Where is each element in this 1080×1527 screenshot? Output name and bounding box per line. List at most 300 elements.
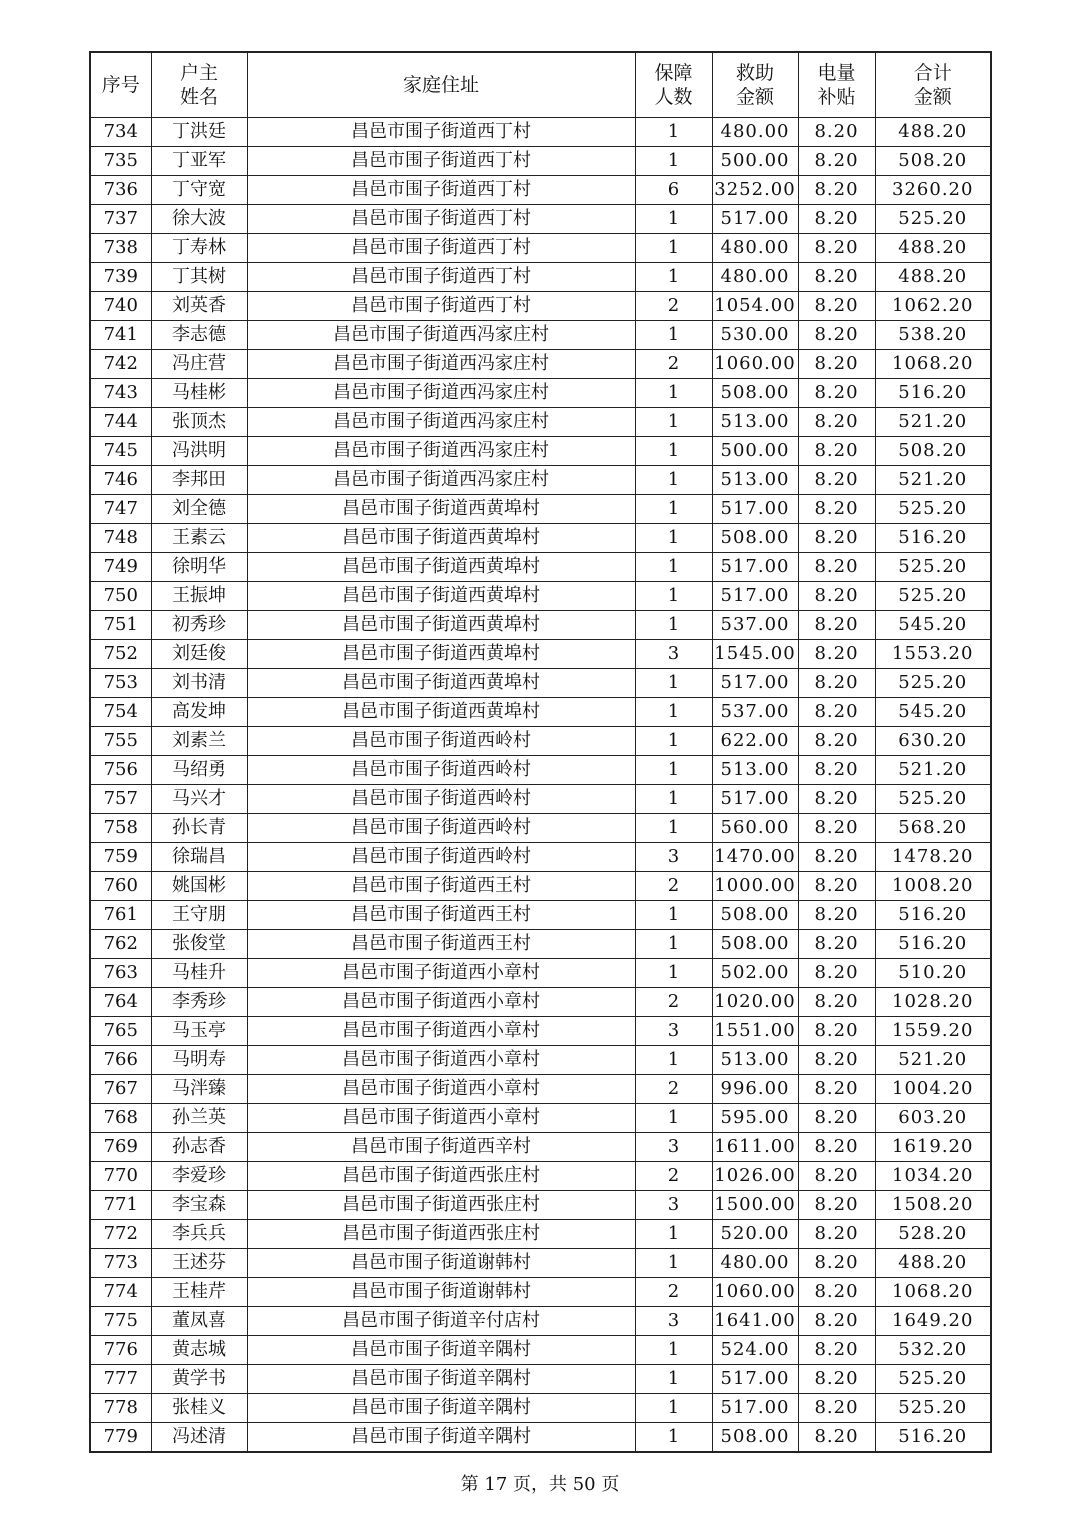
cell-total: 488.20 <box>875 263 991 292</box>
header-seq: 序号 <box>90 52 151 118</box>
cell-address: 昌邑市围子街道西岭村 <box>247 843 635 872</box>
cell-seq: 779 <box>90 1423 151 1453</box>
cell-seq: 743 <box>90 379 151 408</box>
cell-relief: 537.00 <box>712 611 798 640</box>
cell-relief: 560.00 <box>712 814 798 843</box>
cell-electric: 8.20 <box>798 1162 875 1191</box>
cell-electric: 8.20 <box>798 1307 875 1336</box>
cell-seq: 770 <box>90 1162 151 1191</box>
cell-total: 516.20 <box>875 930 991 959</box>
table-row <box>90 1394 991 1423</box>
cell-total: 521.20 <box>875 756 991 785</box>
table-row <box>90 176 991 205</box>
cell-relief: 1000.00 <box>712 872 798 901</box>
cell-electric: 8.20 <box>798 582 875 611</box>
cell-persons: 1 <box>635 408 712 437</box>
cell-electric: 8.20 <box>798 205 875 234</box>
cell-seq: 777 <box>90 1365 151 1394</box>
table-row <box>90 408 991 437</box>
cell-total: 508.20 <box>875 147 991 176</box>
cell-address: 昌邑市围子街道西张庄村 <box>247 1220 635 1249</box>
cell-persons: 3 <box>635 843 712 872</box>
table-row <box>90 466 991 495</box>
cell-persons: 1 <box>635 1220 712 1249</box>
cell-persons: 1 <box>635 321 712 350</box>
cell-total: 516.20 <box>875 901 991 930</box>
cell-name: 李兵兵 <box>151 1220 247 1249</box>
cell-relief: 3252.00 <box>712 176 798 205</box>
cell-relief: 1026.00 <box>712 1162 798 1191</box>
cell-name: 高发坤 <box>151 698 247 727</box>
cell-seq: 751 <box>90 611 151 640</box>
cell-total: 545.20 <box>875 698 991 727</box>
cell-relief: 996.00 <box>712 1075 798 1104</box>
table-row <box>90 1307 991 1336</box>
cell-total: 510.20 <box>875 959 991 988</box>
cell-name: 孙志香 <box>151 1133 247 1162</box>
cell-electric: 8.20 <box>798 408 875 437</box>
cell-persons: 1 <box>635 263 712 292</box>
cell-persons: 1 <box>635 466 712 495</box>
table-row <box>90 582 991 611</box>
cell-name: 丁守宽 <box>151 176 247 205</box>
table-body <box>90 118 991 1453</box>
table-row <box>90 205 991 234</box>
cell-address: 昌邑市围子街道西丁村 <box>247 234 635 263</box>
cell-address: 昌邑市围子街道辛隅村 <box>247 1394 635 1423</box>
table-row <box>90 1075 991 1104</box>
cell-seq: 757 <box>90 785 151 814</box>
cell-relief: 513.00 <box>712 756 798 785</box>
cell-name: 李宝森 <box>151 1191 247 1220</box>
cell-address: 昌邑市围子街道西黄埠村 <box>247 611 635 640</box>
table-row <box>90 1104 991 1133</box>
cell-name: 李邦田 <box>151 466 247 495</box>
cell-seq: 774 <box>90 1278 151 1307</box>
cell-persons: 1 <box>635 1423 712 1453</box>
cell-seq: 773 <box>90 1249 151 1278</box>
cell-persons: 1 <box>635 495 712 524</box>
cell-name: 刘素兰 <box>151 727 247 756</box>
cell-relief: 502.00 <box>712 959 798 988</box>
cell-total: 1619.20 <box>875 1133 991 1162</box>
cell-relief: 517.00 <box>712 582 798 611</box>
cell-electric: 8.20 <box>798 1394 875 1423</box>
cell-persons: 2 <box>635 988 712 1017</box>
cell-address: 昌邑市围子街道辛隅村 <box>247 1336 635 1365</box>
cell-electric: 8.20 <box>798 1191 875 1220</box>
cell-address: 昌邑市围子街道辛付店村 <box>247 1307 635 1336</box>
cell-relief: 1545.00 <box>712 640 798 669</box>
cell-total: 3260.20 <box>875 176 991 205</box>
cell-name: 马泮臻 <box>151 1075 247 1104</box>
cell-address: 昌邑市围子街道西冯家庄村 <box>247 321 635 350</box>
header-persons: 保障 人数 <box>635 52 712 118</box>
cell-total: 1649.20 <box>875 1307 991 1336</box>
cell-persons: 2 <box>635 872 712 901</box>
cell-seq: 756 <box>90 756 151 785</box>
table-row <box>90 901 991 930</box>
cell-address: 昌邑市围子街道西丁村 <box>247 176 635 205</box>
cell-address: 昌邑市围子街道西小章村 <box>247 1075 635 1104</box>
cell-persons: 1 <box>635 930 712 959</box>
cell-total: 1062.20 <box>875 292 991 321</box>
cell-persons: 1 <box>635 814 712 843</box>
cell-name: 王振坤 <box>151 582 247 611</box>
cell-total: 1478.20 <box>875 843 991 872</box>
cell-total: 521.20 <box>875 466 991 495</box>
cell-address: 昌邑市围子街道西丁村 <box>247 147 635 176</box>
cell-relief: 1611.00 <box>712 1133 798 1162</box>
cell-persons: 3 <box>635 1133 712 1162</box>
cell-relief: 480.00 <box>712 1249 798 1278</box>
cell-name: 王守朋 <box>151 901 247 930</box>
cell-electric: 8.20 <box>798 1249 875 1278</box>
cell-electric: 8.20 <box>798 321 875 350</box>
cell-electric: 8.20 <box>798 1046 875 1075</box>
cell-name: 徐明华 <box>151 553 247 582</box>
cell-total: 525.20 <box>875 495 991 524</box>
cell-name: 张桂义 <box>151 1394 247 1423</box>
table-row <box>90 292 991 321</box>
cell-seq: 746 <box>90 466 151 495</box>
cell-address: 昌邑市围子街道西小章村 <box>247 988 635 1017</box>
cell-seq: 749 <box>90 553 151 582</box>
cell-name: 丁亚军 <box>151 147 247 176</box>
cell-address: 昌邑市围子街道西冯家庄村 <box>247 350 635 379</box>
table-row <box>90 930 991 959</box>
cell-address: 昌邑市围子街道西王村 <box>247 901 635 930</box>
cell-seq: 762 <box>90 930 151 959</box>
cell-seq: 763 <box>90 959 151 988</box>
cell-seq: 742 <box>90 350 151 379</box>
cell-electric: 8.20 <box>798 379 875 408</box>
cell-persons: 3 <box>635 1191 712 1220</box>
cell-persons: 1 <box>635 756 712 785</box>
cell-seq: 759 <box>90 843 151 872</box>
cell-electric: 8.20 <box>798 147 875 176</box>
cell-total: 545.20 <box>875 611 991 640</box>
table-row <box>90 1017 991 1046</box>
cell-relief: 1470.00 <box>712 843 798 872</box>
table-row <box>90 611 991 640</box>
cell-relief: 1500.00 <box>712 1191 798 1220</box>
cell-name: 冯庄营 <box>151 350 247 379</box>
cell-address: 昌邑市围子街道西冯家庄村 <box>247 466 635 495</box>
cell-relief: 480.00 <box>712 263 798 292</box>
cell-address: 昌邑市围子街道谢韩村 <box>247 1249 635 1278</box>
cell-electric: 8.20 <box>798 814 875 843</box>
cell-seq: 775 <box>90 1307 151 1336</box>
cell-electric: 8.20 <box>798 727 875 756</box>
cell-electric: 8.20 <box>798 669 875 698</box>
table-row <box>90 321 991 350</box>
cell-electric: 8.20 <box>798 263 875 292</box>
cell-seq: 747 <box>90 495 151 524</box>
cell-address: 昌邑市围子街道西黄埠村 <box>247 669 635 698</box>
cell-electric: 8.20 <box>798 901 875 930</box>
cell-relief: 595.00 <box>712 1104 798 1133</box>
cell-name: 王述芬 <box>151 1249 247 1278</box>
cell-seq: 778 <box>90 1394 151 1423</box>
table-row <box>90 437 991 466</box>
relief-table <box>89 51 992 1453</box>
cell-electric: 8.20 <box>798 1104 875 1133</box>
cell-relief: 500.00 <box>712 437 798 466</box>
cell-total: 532.20 <box>875 1336 991 1365</box>
cell-total: 525.20 <box>875 785 991 814</box>
cell-name: 马兴才 <box>151 785 247 814</box>
cell-persons: 1 <box>635 1365 712 1394</box>
cell-seq: 760 <box>90 872 151 901</box>
cell-total: 525.20 <box>875 553 991 582</box>
cell-seq: 771 <box>90 1191 151 1220</box>
cell-address: 昌邑市围子街道西丁村 <box>247 118 635 147</box>
cell-address: 昌邑市围子街道西丁村 <box>247 263 635 292</box>
table-row <box>90 756 991 785</box>
cell-electric: 8.20 <box>798 1278 875 1307</box>
cell-name: 黄志城 <box>151 1336 247 1365</box>
cell-total: 1068.20 <box>875 1278 991 1307</box>
cell-name: 马绍勇 <box>151 756 247 785</box>
cell-relief: 480.00 <box>712 234 798 263</box>
cell-relief: 530.00 <box>712 321 798 350</box>
cell-address: 昌邑市围子街道西黄埠村 <box>247 524 635 553</box>
cell-name: 董凤喜 <box>151 1307 247 1336</box>
cell-persons: 1 <box>635 1046 712 1075</box>
cell-total: 525.20 <box>875 669 991 698</box>
cell-address: 昌邑市围子街道西黄埠村 <box>247 553 635 582</box>
cell-relief: 520.00 <box>712 1220 798 1249</box>
cell-persons: 1 <box>635 1249 712 1278</box>
cell-total: 525.20 <box>875 582 991 611</box>
cell-electric: 8.20 <box>798 118 875 147</box>
cell-total: 1008.20 <box>875 872 991 901</box>
header-name: 户主 姓名 <box>151 52 247 118</box>
cell-total: 516.20 <box>875 524 991 553</box>
table-row <box>90 147 991 176</box>
cell-relief: 1054.00 <box>712 292 798 321</box>
cell-name: 王桂芹 <box>151 1278 247 1307</box>
header-electric: 电量 补贴 <box>798 52 875 118</box>
table-row <box>90 988 991 1017</box>
cell-relief: 1060.00 <box>712 1278 798 1307</box>
cell-total: 525.20 <box>875 205 991 234</box>
cell-persons: 1 <box>635 1336 712 1365</box>
cell-name: 刘廷俊 <box>151 640 247 669</box>
cell-relief: 517.00 <box>712 1365 798 1394</box>
cell-seq: 764 <box>90 988 151 1017</box>
cell-total: 488.20 <box>875 1249 991 1278</box>
cell-total: 1034.20 <box>875 1162 991 1191</box>
cell-persons: 1 <box>635 234 712 263</box>
table-row <box>90 814 991 843</box>
cell-total: 521.20 <box>875 1046 991 1075</box>
cell-address: 昌邑市围子街道西岭村 <box>247 756 635 785</box>
cell-total: 603.20 <box>875 1104 991 1133</box>
cell-total: 516.20 <box>875 1423 991 1453</box>
table-row <box>90 1162 991 1191</box>
cell-electric: 8.20 <box>798 640 875 669</box>
cell-total: 525.20 <box>875 1365 991 1394</box>
cell-address: 昌邑市围子街道辛隅村 <box>247 1365 635 1394</box>
cell-relief: 508.00 <box>712 901 798 930</box>
cell-seq: 748 <box>90 524 151 553</box>
cell-address: 昌邑市围子街道西小章村 <box>247 1104 635 1133</box>
cell-seq: 739 <box>90 263 151 292</box>
cell-name: 刘英香 <box>151 292 247 321</box>
cell-electric: 8.20 <box>798 1133 875 1162</box>
cell-persons: 2 <box>635 292 712 321</box>
cell-seq: 741 <box>90 321 151 350</box>
cell-seq: 767 <box>90 1075 151 1104</box>
cell-persons: 2 <box>635 350 712 379</box>
cell-electric: 8.20 <box>798 698 875 727</box>
cell-persons: 6 <box>635 176 712 205</box>
cell-electric: 8.20 <box>798 785 875 814</box>
cell-total: 1028.20 <box>875 988 991 1017</box>
cell-electric: 8.20 <box>798 756 875 785</box>
cell-address: 昌邑市围子街道西王村 <box>247 872 635 901</box>
cell-address: 昌邑市围子街道谢韩村 <box>247 1278 635 1307</box>
cell-relief: 1020.00 <box>712 988 798 1017</box>
cell-electric: 8.20 <box>798 959 875 988</box>
cell-seq: 734 <box>90 118 151 147</box>
cell-persons: 1 <box>635 611 712 640</box>
cell-address: 昌邑市围子街道辛隅村 <box>247 1423 635 1453</box>
cell-name: 初秀珍 <box>151 611 247 640</box>
cell-name: 孙兰英 <box>151 1104 247 1133</box>
cell-address: 昌邑市围子街道西丁村 <box>247 292 635 321</box>
cell-persons: 1 <box>635 785 712 814</box>
cell-seq: 735 <box>90 147 151 176</box>
cell-name: 李爱珍 <box>151 1162 247 1191</box>
cell-name: 徐大波 <box>151 205 247 234</box>
cell-address: 昌邑市围子街道西黄埠村 <box>247 640 635 669</box>
table-row <box>90 669 991 698</box>
cell-relief: 508.00 <box>712 930 798 959</box>
table-row <box>90 553 991 582</box>
cell-name: 马桂升 <box>151 959 247 988</box>
table-row <box>90 524 991 553</box>
cell-name: 丁其树 <box>151 263 247 292</box>
cell-seq: 740 <box>90 292 151 321</box>
cell-relief: 524.00 <box>712 1336 798 1365</box>
cell-relief: 1551.00 <box>712 1017 798 1046</box>
cell-address: 昌邑市围子街道西黄埠村 <box>247 698 635 727</box>
cell-electric: 8.20 <box>798 350 875 379</box>
cell-name: 张俊堂 <box>151 930 247 959</box>
cell-electric: 8.20 <box>798 1336 875 1365</box>
cell-electric: 8.20 <box>798 1017 875 1046</box>
table-row <box>90 1278 991 1307</box>
cell-persons: 1 <box>635 524 712 553</box>
cell-relief: 517.00 <box>712 669 798 698</box>
cell-electric: 8.20 <box>798 495 875 524</box>
cell-persons: 1 <box>635 669 712 698</box>
cell-address: 昌邑市围子街道西岭村 <box>247 785 635 814</box>
table-row <box>90 785 991 814</box>
cell-relief: 500.00 <box>712 147 798 176</box>
cell-address: 昌邑市围子街道西丁村 <box>247 205 635 234</box>
cell-persons: 2 <box>635 1075 712 1104</box>
cell-total: 488.20 <box>875 234 991 263</box>
cell-name: 刘书清 <box>151 669 247 698</box>
cell-total: 568.20 <box>875 814 991 843</box>
cell-seq: 769 <box>90 1133 151 1162</box>
cell-relief: 517.00 <box>712 495 798 524</box>
cell-total: 525.20 <box>875 1394 991 1423</box>
cell-electric: 8.20 <box>798 930 875 959</box>
cell-total: 508.20 <box>875 437 991 466</box>
cell-electric: 8.20 <box>798 1365 875 1394</box>
cell-persons: 1 <box>635 959 712 988</box>
table-row <box>90 495 991 524</box>
cell-persons: 1 <box>635 205 712 234</box>
cell-seq: 766 <box>90 1046 151 1075</box>
table-row <box>90 959 991 988</box>
cell-name: 丁洪廷 <box>151 118 247 147</box>
cell-seq: 737 <box>90 205 151 234</box>
header-relief: 救助 金额 <box>712 52 798 118</box>
cell-total: 488.20 <box>875 118 991 147</box>
cell-address: 昌邑市围子街道西小章村 <box>247 1046 635 1075</box>
cell-name: 徐瑞昌 <box>151 843 247 872</box>
cell-seq: 765 <box>90 1017 151 1046</box>
cell-address: 昌邑市围子街道西王村 <box>247 930 635 959</box>
cell-address: 昌邑市围子街道西岭村 <box>247 814 635 843</box>
cell-electric: 8.20 <box>798 1075 875 1104</box>
table-row <box>90 1133 991 1162</box>
cell-address: 昌邑市围子街道西黄埠村 <box>247 582 635 611</box>
cell-total: 1004.20 <box>875 1075 991 1104</box>
cell-electric: 8.20 <box>798 611 875 640</box>
cell-seq: 776 <box>90 1336 151 1365</box>
cell-seq: 754 <box>90 698 151 727</box>
cell-persons: 2 <box>635 1162 712 1191</box>
table-row <box>90 1191 991 1220</box>
header-address: 家庭住址 <box>247 52 635 118</box>
table-row <box>90 379 991 408</box>
cell-seq: 758 <box>90 814 151 843</box>
cell-relief: 517.00 <box>712 1394 798 1423</box>
cell-total: 528.20 <box>875 1220 991 1249</box>
cell-electric: 8.20 <box>798 176 875 205</box>
cell-total: 1559.20 <box>875 1017 991 1046</box>
cell-persons: 1 <box>635 698 712 727</box>
cell-persons: 1 <box>635 379 712 408</box>
table-row <box>90 263 991 292</box>
cell-persons: 1 <box>635 727 712 756</box>
table-row <box>90 1336 991 1365</box>
cell-electric: 8.20 <box>798 553 875 582</box>
cell-relief: 517.00 <box>712 205 798 234</box>
table-row <box>90 727 991 756</box>
cell-seq: 736 <box>90 176 151 205</box>
table-row <box>90 872 991 901</box>
cell-address: 昌邑市围子街道西小章村 <box>247 959 635 988</box>
cell-address: 昌邑市围子街道西岭村 <box>247 727 635 756</box>
cell-name: 张顶杰 <box>151 408 247 437</box>
table-row <box>90 1220 991 1249</box>
cell-electric: 8.20 <box>798 1220 875 1249</box>
cell-electric: 8.20 <box>798 1423 875 1453</box>
cell-address: 昌邑市围子街道西小章村 <box>247 1017 635 1046</box>
cell-persons: 1 <box>635 1104 712 1133</box>
table-row <box>90 1423 991 1453</box>
cell-electric: 8.20 <box>798 988 875 1017</box>
cell-persons: 3 <box>635 1017 712 1046</box>
